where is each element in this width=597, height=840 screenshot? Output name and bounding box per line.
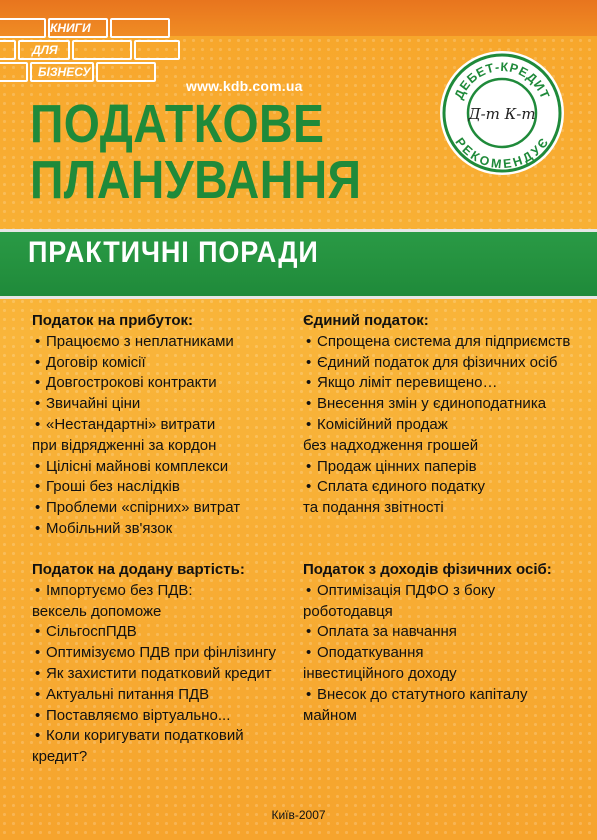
section-title: Податок на прибуток: [32, 312, 194, 329]
list-item [32, 373, 292, 394]
section-title: Єдиний податок: [303, 312, 429, 329]
bullet-icon: • [35, 664, 41, 682]
bullet-icon: • [35, 581, 41, 599]
list-item [32, 498, 292, 519]
list-item [32, 332, 292, 353]
list-item-label: Як захистити податковий кредит [46, 664, 272, 682]
list-item-label: Оптимізуємо ПДВ при фінлізингу [46, 644, 277, 662]
bullet-icon: • [306, 332, 312, 350]
list-item-continuation: майном [303, 706, 357, 724]
title-line-1: ПОДАТКОВЕ [30, 94, 325, 154]
website-url: www.kdb.com.ua [186, 78, 303, 94]
bullet-icon: • [35, 685, 41, 703]
bullet-icon: • [306, 353, 312, 371]
list-item [303, 581, 593, 623]
list-item-label: Імпортуємо без ПДВ: [46, 581, 193, 599]
bullet-icon: • [306, 415, 312, 433]
list-item [32, 664, 292, 685]
list-item [32, 394, 292, 415]
recommendation-stamp [438, 49, 566, 177]
list-item [32, 581, 292, 623]
list-item-continuation: вексель допоможе [32, 602, 162, 620]
list-item-label: Оплата за навчання [317, 623, 457, 641]
list-item-label: СільгоспПДВ [46, 623, 137, 641]
list-item [32, 353, 292, 374]
list-item [32, 643, 292, 664]
bullet-icon: • [306, 395, 312, 413]
list-item-label: Єдиний податок для фізичних осіб [317, 353, 558, 371]
list-item-label: Звичайні ціни [46, 395, 141, 413]
bullet-icon: • [35, 332, 41, 350]
list-item-continuation: кредит? [32, 748, 88, 766]
list-item-label: Спрощена система для підприємств [317, 332, 571, 350]
bullet-icon: • [35, 457, 41, 475]
list-item [303, 643, 593, 685]
bullet-icon: • [306, 644, 312, 662]
list-item [32, 622, 292, 643]
subtitle: ПРАКТИЧНІ ПОРАДИ [28, 236, 319, 269]
list-item-label: Сплата єдиного податку [317, 478, 485, 496]
series-logo [0, 18, 180, 88]
list-item [303, 685, 593, 727]
bullet-icon: • [35, 374, 41, 392]
list-item-label: Внесок до статутного капіталу [317, 685, 528, 703]
list-item-label: Оптимізація ПДФО з боку [317, 581, 496, 599]
section-title: Податок на додану вартість: [32, 561, 245, 578]
list-item-label: Поставляємо віртуально... [46, 706, 231, 724]
list-item [303, 477, 593, 519]
list-item-label: Працюємо з неплатниками [46, 332, 234, 350]
list-item [32, 706, 292, 727]
list-item-continuation: інвестиційного доходу [303, 664, 457, 682]
bullet-icon: • [35, 395, 41, 413]
section-vat [32, 560, 292, 768]
list-item-label: Оподаткування [317, 644, 424, 662]
section-title: Податок з доходів фізичних осіб: [303, 561, 552, 578]
stamp-top-text: ДЕБЕТ-КРЕДИТ [451, 59, 553, 102]
publication-place-year: Київ-2007 [271, 808, 326, 822]
series-line-3: БІЗНЕСУ [38, 65, 91, 79]
bullet-icon: • [306, 623, 312, 641]
list-item-continuation: та подання звітності [303, 499, 444, 517]
list-item-label: Якщо ліміт перевищено… [317, 374, 498, 392]
list-item [32, 415, 292, 457]
list-item-label: Внесення змін у єдиноподатника [317, 395, 547, 413]
bullet-icon: • [306, 374, 312, 392]
list-item-label: Гроші без наслідків [46, 478, 180, 496]
list-item-continuation: без надходження грошей [303, 436, 479, 454]
section-profit-tax [32, 311, 292, 540]
bullet-icon: • [35, 499, 41, 517]
list-item [303, 332, 593, 353]
stamp-logo: Д-т К-т [468, 105, 536, 123]
list-item-continuation: роботодавця [303, 602, 393, 620]
list-item-label: Продаж цінних паперів [317, 457, 477, 475]
series-line-1: КНИГИ [50, 21, 91, 35]
bullet-icon: • [35, 415, 41, 433]
list-item-label: Цілісні майнові комплекси [46, 457, 229, 475]
list-item [303, 415, 593, 457]
list-item [303, 353, 593, 374]
bullet-icon: • [35, 727, 41, 745]
list-item-label: Комісійний продаж [317, 415, 448, 433]
list-item [32, 519, 292, 540]
list-item [32, 457, 292, 478]
list-item-label: «Нестандартні» витрати [46, 415, 216, 433]
title-line-2: ПЛАНУВАННЯ [30, 150, 362, 210]
list-item-continuation: при відрядженні за кордон [32, 436, 217, 454]
bullet-icon: • [306, 581, 312, 599]
bullet-icon: • [35, 519, 41, 537]
list-item-label: Проблеми «спірних» витрат [46, 499, 241, 517]
bullet-icon: • [35, 644, 41, 662]
bullet-icon: • [306, 685, 312, 703]
list-item [303, 373, 593, 394]
bullet-icon: • [35, 623, 41, 641]
section-single-tax [303, 311, 593, 519]
bullet-icon: • [35, 353, 41, 371]
stamp-bottom-text: РЕКОМЕНДУЄ [452, 135, 552, 172]
series-line-2: ДЛЯ [32, 43, 58, 57]
list-item [303, 457, 593, 478]
list-item-label: Коли коригувати податковий [46, 727, 244, 745]
list-item-label: Актуальні питання ПДВ [46, 685, 210, 703]
bullet-icon: • [35, 706, 41, 724]
list-item [303, 622, 593, 643]
list-item [32, 685, 292, 706]
list-item-label: Мобільний зв'язок [46, 519, 173, 537]
section-income-tax [303, 560, 593, 726]
bullet-icon: • [306, 457, 312, 475]
bullet-icon: • [35, 478, 41, 496]
list-item [32, 726, 292, 768]
list-item-label: Договір комісії [46, 353, 146, 371]
list-item [303, 394, 593, 415]
bullet-icon: • [306, 478, 312, 496]
list-item-label: Довгострокові контракти [46, 374, 217, 392]
list-item [32, 477, 292, 498]
book-title [30, 96, 361, 208]
